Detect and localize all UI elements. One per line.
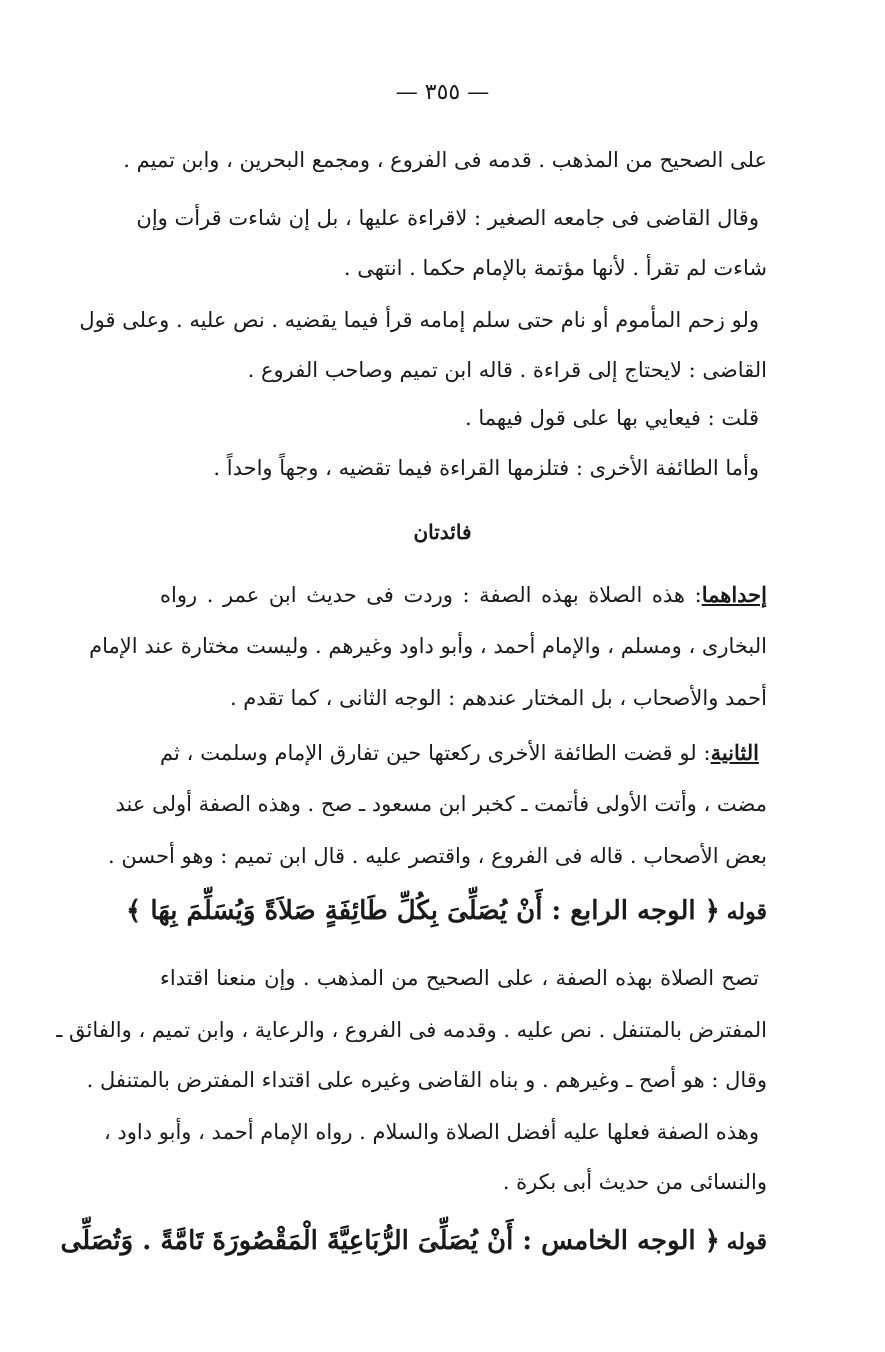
- text-line: بعض الأصحاب . قاله فى الفروع ، واقتصر عليه . قال ابن تميم : وهو أحسن .: [108, 844, 767, 868]
- text-line: ولو زحم المأموم أو نام حتى سلم إمامه قرأ فيما يقضيه . نص عليه . وعلى قول: [79, 308, 759, 332]
- quote-prefix: قوله: [726, 1229, 767, 1255]
- text-span: : لو قضت الطائفة الأخرى ركعتها حين تفارق الإمام وسلمت ، ثم: [160, 741, 711, 765]
- text-line: مضت ، وأتت الأولى فأتمت ـ كخبر ابن مسعود ـ صح . وهذه الصفة أولى عند: [115, 792, 767, 816]
- text-line: [160, 584, 767, 606]
- text-line: [160, 742, 759, 764]
- text-line: وقال : هو أصح ـ وغيرهم . و بناه القاضى وغيره على اقتداء المفترض بالمتنفل .: [86, 1068, 767, 1092]
- text-line: القاضى : لايحتاج إلى قراءة . قاله ابن تميم وصاحب الفروع .: [247, 358, 767, 382]
- text-line: على الصحيح من المذهب . قدمه فى الفروع ، ومجمع البحرين ، وابن تميم .: [123, 148, 767, 172]
- item-label: الثانية: [710, 740, 759, 765]
- text-line: المفترض بالمتنفل . نص عليه . وقدمه فى الفروع ، والرعاية ، وابن تميم ، والفائق ـ: [56, 1018, 767, 1042]
- text-span: : هذه الصلاة بهذه الصفة : وردت فى حديث ابن عمر . رواه: [160, 583, 702, 607]
- quote-text: ﴿ الوجه الخامس : أَنْ يُصَلِّىَ الرُّبَاعِيَّةَ الْمَقْصُورَةَ تَامَّةً . وَتُصَلِّى: [60, 1226, 720, 1256]
- text-line: البخارى ، ومسلم ، والإمام أحمد ، وأبو داود وغيرهم . وليست مختارة عند الإمام: [89, 634, 767, 658]
- quote-heading: [126, 896, 767, 926]
- text-line: وأما الطائفة الأخرى : فتلزمها القراءة فيما تقضيه ، وجهاً واحداً .: [213, 456, 759, 480]
- quote-prefix: قوله: [726, 899, 767, 925]
- text-line: تصح الصلاة بهذه الصفة ، على الصحيح من المذهب . وإن منعنا اقتداء: [160, 966, 759, 990]
- quote-text: ﴿ الوجه الرابع : أَنْ يُصَلِّىَ بِكُلِّ طَائِفَةٍ صَلاَةً وَيُسَلِّمَ بِهَا ﴾: [126, 896, 720, 926]
- section-heading: فائدتان: [413, 520, 472, 544]
- text-line: وهذه الصفة فعلها عليه أفضل الصلاة والسلام . رواه الإمام أحمد ، وأبو داود ،: [103, 1120, 759, 1144]
- item-label: إحداهما: [701, 582, 767, 607]
- text-line: شاءت لم تقرأ . لأنها مؤتمة بالإمام حكما . انتهى .: [343, 256, 767, 280]
- text-line: أحمد والأصحاب ، بل المختار عندهم : الوجه الثانى ، كما تقدم .: [229, 686, 767, 710]
- text-line: وقال القاضى فى جامعه الصغير : لاقراءة عليها ، بل إن شاءت قرأت وإن: [136, 206, 759, 230]
- text-line: والنسائى من حديث أبى بكرة .: [502, 1170, 767, 1194]
- quote-heading: [60, 1226, 767, 1256]
- text-line: قلت : فيعايي بها على قول فيهما .: [465, 406, 759, 430]
- page-number: — ٣٥٥ —: [395, 80, 490, 105]
